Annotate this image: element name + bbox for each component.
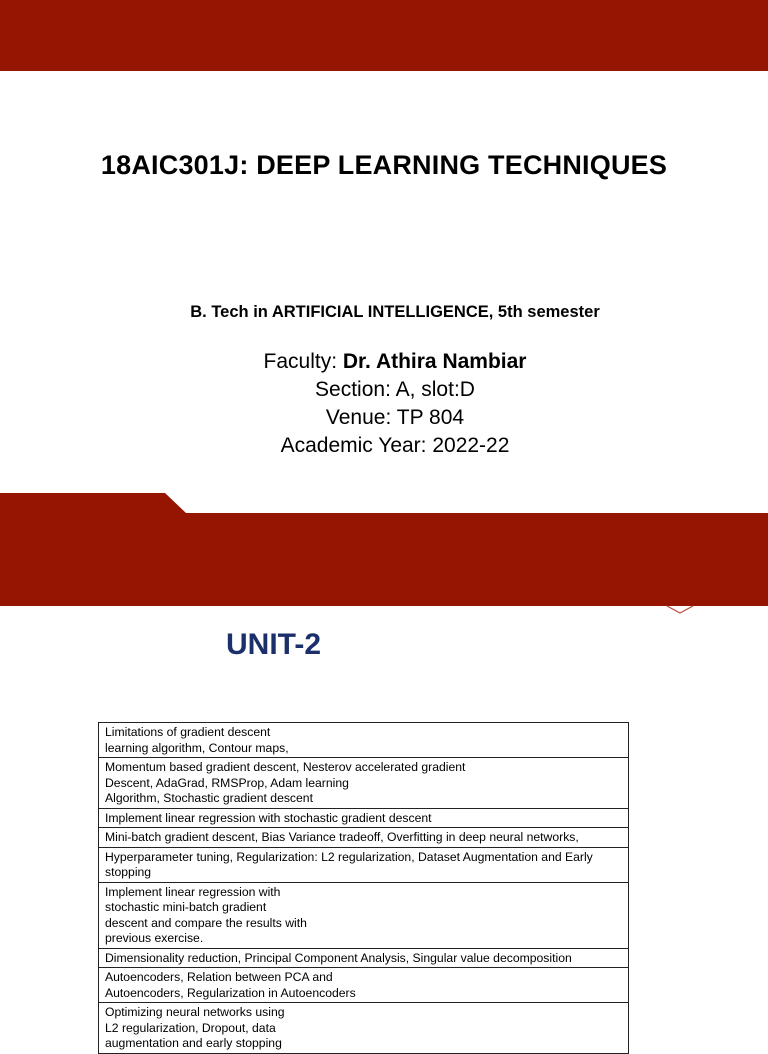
academic-year-line: Academic Year: 2022-22 — [280, 434, 510, 457]
venue-line: Venue: TP 804 — [325, 406, 465, 429]
table-cell: Dimensionality reduction, Principal Component Analysis, Singular value decomposition — [99, 948, 629, 968]
table-row — [99, 968, 629, 1003]
table-row — [99, 948, 629, 968]
table-cell: Optimizing neural networks using L2 regularization, Dropout, data augmentation and early stopping — [99, 1003, 629, 1054]
section-line: Section: A, slot:D — [315, 378, 475, 401]
table-row — [99, 847, 629, 882]
table-cell: Autoencoders, Relation between PCA and Autoencoders, Regularization in Autoencoders — [99, 968, 629, 1003]
table-row — [99, 828, 629, 848]
table-cell: Hyperparameter tuning, Regularization: L2 regularization, Dataset Augmentation and Early stopping — [99, 847, 629, 882]
unit-title: UNIT-2 — [226, 628, 322, 661]
faculty-name: Dr. Athira Nambiar — [342, 350, 527, 373]
table-row — [99, 882, 629, 948]
table-cell: Implement linear regression with stochastic mini-batch gradient descent and compare the results with previous exercise. — [99, 882, 629, 948]
table-cell: Implement linear regression with stochastic gradient descent — [99, 808, 629, 828]
table-row — [99, 1003, 629, 1054]
course-title: 18AIC301J: DEEP LEARNING TECHNIQUES — [100, 150, 668, 180]
table-cell: Mini-batch gradient descent, Bias Variance tradeoff, Overfitting in deep neural networks, — [99, 828, 629, 848]
program-subtitle: B. Tech in ARTIFICIAL INTELLIGENCE, 5th semester — [190, 303, 600, 321]
syllabus-table — [98, 722, 629, 1054]
table-cell: Momentum based gradient descent, Nesterov accelerated gradient Descent, AdaGrad, RMSProp, Adam learning Algorithm, Stochastic gradient descent — [99, 758, 629, 809]
table-row — [99, 758, 629, 809]
top-banner — [0, 0, 768, 71]
table-row — [99, 808, 629, 828]
table-cell: Limitations of gradient descent learning algorithm, Contour maps, — [99, 723, 629, 758]
faculty-label: Faculty: — [263, 350, 343, 373]
faculty-line — [0, 350, 768, 374]
table-row — [99, 723, 629, 758]
